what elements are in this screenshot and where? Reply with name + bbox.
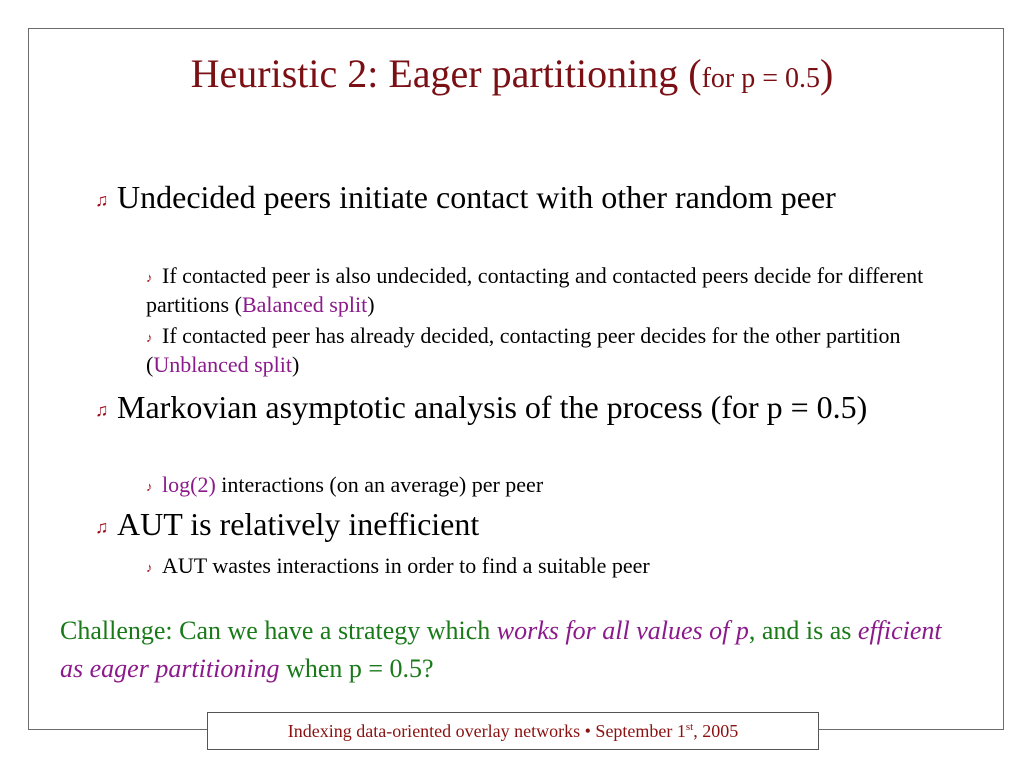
bullet-text: Undecided peers initiate contact with other random peer <box>117 179 836 215</box>
challenge-emphasis-all-values: works for all values of p <box>496 616 749 645</box>
sub-bullet-balanced-split <box>146 262 956 318</box>
challenge-middle: , and is as <box>748 616 858 645</box>
sub-bullet-unbalanced-split <box>146 322 956 378</box>
sub-bullet-text: If contacted peer is also undecided, contacting and contacted peers decide for different partitions ( <box>146 263 924 317</box>
music-note-sub-bullet-icon: ♪ <box>146 479 153 494</box>
footer-superscript: st <box>685 721 694 733</box>
music-note-bullet-icon: ♫ <box>95 190 109 210</box>
footer-text: Indexing data-oriented overlay networks • September 1 <box>287 721 686 741</box>
highlight-unbalanced-split: Unblanced split <box>153 352 293 377</box>
title-main: Heuristic 2: Eager partitioning ( <box>190 51 702 96</box>
music-note-sub-bullet-icon: ♪ <box>146 330 153 345</box>
challenge-emphasis-efficient: efficient as eager partitioning <box>60 616 942 683</box>
music-note-bullet-icon: ♫ <box>95 400 109 420</box>
bullet-aut-inefficient <box>95 505 955 546</box>
challenge-lead: Challenge: Can we have a strategy which <box>60 616 497 645</box>
highlight-balanced-split: Balanced split <box>241 292 368 317</box>
title-condition: for p = 0.5 <box>701 63 821 94</box>
bullet-markovian-analysis <box>95 388 955 429</box>
sub-bullet-log2-interactions <box>146 471 956 500</box>
footer-year: , 2005 <box>693 721 739 741</box>
slide-title <box>0 50 1024 103</box>
music-note-sub-bullet-icon: ♪ <box>146 560 153 575</box>
sub-bullet-tail: interactions (on an average) per peer <box>215 472 544 497</box>
bullet-undecided-peers <box>95 178 955 219</box>
music-note-bullet-icon: ♫ <box>95 517 109 537</box>
highlight-log2: log(2) <box>162 472 216 497</box>
sub-bullet-tail: ) <box>367 292 375 317</box>
sub-bullet-text: If contacted peer has already decided, contacting peer decides for the other partition ( <box>146 323 901 377</box>
challenge-end: when p = 0.5? <box>279 654 434 683</box>
challenge-statement <box>60 612 960 688</box>
bullet-text: Markovian asymptotic analysis of the process (for p = 0.5) <box>117 389 868 425</box>
bullet-text: AUT is relatively inefficient <box>117 506 480 542</box>
sub-bullet-aut-wastes <box>146 552 956 581</box>
sub-bullet-tail: ) <box>292 352 300 377</box>
sub-bullet-text: AUT wastes interactions in order to find a suitable peer <box>162 553 650 578</box>
music-note-sub-bullet-icon: ♪ <box>146 270 153 285</box>
slide-footer <box>207 712 819 750</box>
title-close: ) <box>820 51 834 96</box>
